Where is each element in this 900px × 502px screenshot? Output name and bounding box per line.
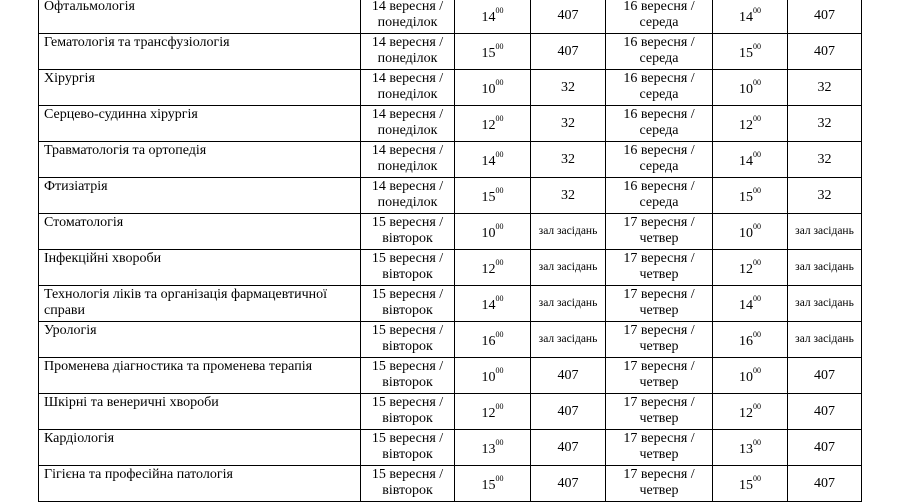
time-hour-1: 13 [481,441,496,457]
time-cell-2 [713,466,788,502]
time-cell-1 [455,106,531,142]
time-hour-2: 14 [739,297,753,313]
weekday-2: четвер [639,375,679,390]
room-cell-2 [788,214,862,250]
date-1: 14 вересня / [371,143,444,158]
date-cell-2 [606,34,713,70]
time-hour-2: 15 [739,45,753,61]
time-cell-2 [713,178,788,214]
time-2 [739,113,761,133]
room-2: зал засідань [795,333,854,345]
time-1 [481,221,504,241]
weekday-2: середа [639,87,679,102]
time-1 [481,473,504,493]
subject-cell [39,250,361,286]
time-1 [481,113,504,133]
time-minutes-2: 00 [753,41,761,51]
room-cell-1 [531,0,606,34]
date-cell-2 [606,250,713,286]
subject-cell [39,34,361,70]
time-1 [481,149,504,169]
time-cell-1 [455,178,531,214]
room-cell-2 [788,142,862,178]
time-cell-1 [455,250,531,286]
time-minutes-2: 00 [753,437,761,447]
room-cell-1 [531,250,606,286]
weekday-2: середа [639,159,679,174]
time-minutes-2: 00 [753,221,761,231]
table-row [39,286,862,322]
date-2: 17 вересня / [623,431,695,446]
time-minutes-1: 00 [495,437,504,447]
time-cell-1 [455,0,531,34]
weekday-2: середа [639,195,679,210]
room-cell-2 [788,0,862,34]
room-1: 32 [561,79,575,95]
weekday-1: вівторок [382,411,433,426]
time-2 [739,77,761,97]
time-cell-1 [455,430,531,466]
room-2: 407 [814,475,835,491]
time-hour-2: 14 [739,9,753,25]
time-minutes-1: 00 [495,221,504,231]
subject-name: Офтальмологія [44,0,135,14]
date-cell-2 [606,0,713,34]
time-hour-2: 12 [739,117,753,133]
time-minutes-2: 00 [753,365,761,375]
time-cell-2 [713,70,788,106]
weekday-1: вівторок [382,267,433,282]
weekday-1: понеділок [377,87,438,102]
table-row [39,250,862,286]
room-cell-1 [531,214,606,250]
room-2: 407 [814,439,835,455]
weekday-2: четвер [639,411,679,426]
date-2: 17 вересня / [623,251,695,266]
date-2: 17 вересня / [623,323,695,338]
time-hour-2: 10 [739,225,753,241]
weekday-2: четвер [639,267,679,282]
room-cell-2 [788,70,862,106]
date-2: 17 вересня / [623,467,695,482]
time-cell-1 [455,322,531,358]
room-2: 407 [814,403,835,419]
subject-name: Шкірні та венеричні хвороби [44,395,219,410]
weekday-2: четвер [639,231,679,246]
time-cell-1 [455,142,531,178]
time-hour-2: 14 [739,153,753,169]
subject-name: Серцево-судинна хірургія [44,107,198,122]
date-1: 15 вересня / [371,467,444,482]
time-1 [481,437,504,457]
time-2 [739,329,761,349]
room-cell-1 [531,322,606,358]
date-cell-2 [606,70,713,106]
weekday-2: середа [639,123,679,138]
room-cell-2 [788,106,862,142]
subject-name: Інфекційні хвороби [44,251,162,266]
time-2 [739,437,761,457]
time-2 [739,365,761,385]
time-1 [481,293,504,313]
time-cell-2 [713,34,788,70]
weekday-1: вівторок [382,483,433,498]
room-cell-2 [788,358,862,394]
time-minutes-2: 00 [753,149,761,159]
date-cell-2 [606,286,713,322]
weekday-1: вівторок [382,231,433,246]
time-minutes-2: 00 [753,5,761,15]
time-minutes-2: 00 [753,185,761,195]
room-1: 407 [557,43,579,59]
room-1: 32 [561,115,575,131]
date-1: 15 вересня / [371,215,444,230]
date-cell-2 [606,214,713,250]
subject-name: Гематологія та трансфузіологія [44,35,230,50]
subject-name: Фтизіатрія [44,179,108,194]
time-hour-2: 13 [739,441,753,457]
room-1: зал засідань [538,261,598,273]
room-cell-1 [531,70,606,106]
time-minutes-1: 00 [495,401,504,411]
time-1 [481,257,504,277]
room-2: 32 [817,151,832,167]
room-1: 32 [561,187,575,203]
room-1: зал засідань [538,225,598,237]
room-1: 407 [557,439,579,455]
table-row [39,466,862,502]
room-cell-2 [788,430,862,466]
weekday-1: вівторок [382,303,433,318]
subject-name: Кардіологія [44,431,115,446]
time-hour-1: 15 [481,45,496,61]
time-cell-1 [455,214,531,250]
weekday-1: понеділок [377,15,438,30]
date-1: 15 вересня / [371,323,444,338]
time-1 [481,77,504,97]
date-2: 16 вересня / [623,143,695,158]
time-hour-1: 12 [481,117,496,133]
room-cell-2 [788,250,862,286]
weekday-1: понеділок [377,159,438,174]
time-minutes-2: 00 [753,257,761,267]
room-1: зал засідань [538,333,598,345]
weekday-1: вівторок [382,339,433,354]
weekday-2: четвер [639,483,679,498]
room-2: зал засідань [795,261,854,273]
subject-cell [39,0,361,34]
room-2: 32 [817,187,832,203]
time-hour-1: 12 [481,405,496,421]
subject-cell [39,286,361,322]
time-minutes-2: 00 [753,401,761,411]
time-1 [481,41,504,61]
time-minutes-1: 00 [495,77,504,87]
time-hour-2: 10 [739,369,753,385]
date-2: 16 вересня / [623,179,695,194]
table-row [39,214,862,250]
room-cell-2 [788,394,862,430]
room-2: зал засідань [795,225,854,237]
date-cell-1 [361,70,455,106]
time-hour-2: 15 [739,189,753,205]
date-cell-1 [361,250,455,286]
time-cell-1 [455,358,531,394]
time-hour-2: 12 [739,405,753,421]
time-hour-1: 16 [481,333,496,349]
date-cell-1 [361,286,455,322]
room-cell-1 [531,358,606,394]
time-minutes-1: 00 [495,185,504,195]
date-2: 17 вересня / [623,395,695,410]
date-cell-1 [361,430,455,466]
time-1 [481,5,504,25]
time-hour-1: 14 [481,9,496,25]
time-2 [739,5,761,25]
subject-name: Стоматологія [44,215,124,230]
time-cell-2 [713,214,788,250]
subject-cell [39,430,361,466]
time-hour-1: 10 [481,81,496,97]
room-cell-1 [531,286,606,322]
room-cell-1 [531,466,606,502]
weekday-1: понеділок [377,51,438,66]
date-2: 16 вересня / [623,35,695,50]
date-1: 15 вересня / [371,287,444,302]
date-cell-2 [606,106,713,142]
time-cell-1 [455,286,531,322]
weekday-1: вівторок [382,447,433,462]
time-1 [481,329,504,349]
subject-name: Гігієна та професійна патологія [44,467,233,482]
time-minutes-1: 00 [495,5,504,15]
room-cell-1 [531,34,606,70]
time-minutes-2: 00 [753,329,761,339]
date-cell-2 [606,466,713,502]
date-cell-1 [361,214,455,250]
table-row [39,70,862,106]
time-minutes-1: 00 [495,113,504,123]
subject-cell [39,214,361,250]
time-2 [739,293,761,313]
time-1 [481,365,504,385]
room-cell-1 [531,430,606,466]
time-2 [739,149,761,169]
subject-cell [39,394,361,430]
room-2: 407 [814,7,835,23]
date-2: 17 вересня / [623,215,695,230]
time-cell-2 [713,286,788,322]
date-cell-2 [606,142,713,178]
room-2: 407 [814,43,835,59]
room-cell-2 [788,178,862,214]
time-hour-1: 15 [481,189,496,205]
time-1 [481,401,504,421]
time-2 [739,473,761,493]
room-1: зал засідань [538,297,598,309]
subject-cell [39,178,361,214]
room-1: 407 [557,367,579,383]
time-cell-2 [713,0,788,34]
time-2 [739,185,761,205]
table-row [39,178,862,214]
room-cell-1 [531,106,606,142]
time-cell-1 [455,466,531,502]
date-1: 14 вересня / [371,35,444,50]
room-2: 407 [814,367,835,383]
time-minutes-1: 00 [495,257,504,267]
date-cell-1 [361,466,455,502]
time-2 [739,41,761,61]
subject-cell [39,322,361,358]
date-cell-1 [361,106,455,142]
subject-name: Променева діагностика та променева терапія [44,359,313,374]
table-row [39,142,862,178]
table-row [39,358,862,394]
time-cell-2 [713,142,788,178]
weekday-1: понеділок [377,123,438,138]
room-cell-1 [531,394,606,430]
date-cell-2 [606,358,713,394]
time-minutes-1: 00 [495,41,504,51]
date-1: 15 вересня / [371,251,444,266]
room-cell-1 [531,178,606,214]
room-cell-2 [788,322,862,358]
time-cell-2 [713,250,788,286]
weekday-2: середа [639,51,679,66]
weekday-1: вівторок [382,375,433,390]
room-cell-2 [788,466,862,502]
date-cell-1 [361,358,455,394]
time-minutes-2: 00 [753,113,761,123]
time-minutes-1: 00 [495,365,504,375]
time-hour-2: 15 [739,477,753,493]
time-minutes-1: 00 [495,329,504,339]
time-1 [481,185,504,205]
time-minutes-2: 00 [753,77,761,87]
time-cell-1 [455,394,531,430]
date-2: 16 вересня / [623,0,695,14]
subject-name: Хірургія [44,71,95,86]
time-cell-1 [455,34,531,70]
date-cell-2 [606,322,713,358]
table-row [39,106,862,142]
table-row [39,0,862,34]
subject-name: Технологія ліків та організація фармацевтичної справи [44,287,328,318]
room-2: зал засідань [795,297,854,309]
room-2: 32 [817,115,832,131]
subject-name: Урологія [44,323,97,338]
date-cell-1 [361,34,455,70]
date-cell-2 [606,394,713,430]
time-minutes-1: 00 [495,293,504,303]
subject-cell [39,358,361,394]
weekday-2: четвер [639,339,679,354]
time-2 [739,401,761,421]
date-2: 16 вересня / [623,71,695,86]
subject-cell [39,106,361,142]
weekday-2: четвер [639,303,679,318]
time-minutes-1: 00 [495,473,504,483]
time-cell-2 [713,430,788,466]
room-cell-2 [788,34,862,70]
room-1: 407 [557,403,579,419]
date-2: 17 вересня / [623,287,695,302]
time-hour-1: 12 [481,261,496,277]
time-cell-2 [713,106,788,142]
table-row [39,34,862,70]
subject-cell [39,70,361,106]
date-1: 15 вересня / [371,359,444,374]
date-1: 14 вересня / [371,0,444,14]
subject-name: Травматологія та ортопедія [44,143,207,158]
time-cell-2 [713,358,788,394]
date-cell-1 [361,322,455,358]
date-2: 17 вересня / [623,359,695,374]
time-cell-2 [713,394,788,430]
room-1: 407 [557,475,579,491]
time-2 [739,257,761,277]
room-1: 32 [561,151,575,167]
time-hour-1: 14 [481,153,496,169]
room-cell-2 [788,286,862,322]
date-1: 15 вересня / [371,395,444,410]
weekday-2: середа [639,15,679,30]
room-1: 407 [557,7,579,23]
date-cell-1 [361,178,455,214]
date-cell-2 [606,430,713,466]
time-minutes-2: 00 [753,473,761,483]
time-cell-2 [713,322,788,358]
date-cell-1 [361,0,455,34]
time-minutes-2: 00 [753,293,761,303]
date-2: 16 вересня / [623,107,695,122]
time-cell-1 [455,70,531,106]
date-1: 14 вересня / [371,71,444,86]
date-cell-1 [361,394,455,430]
time-hour-1: 10 [481,225,496,241]
room-cell-1 [531,142,606,178]
date-1: 15 вересня / [371,431,444,446]
time-hour-1: 14 [481,297,496,313]
table-row [39,322,862,358]
time-hour-2: 16 [739,333,753,349]
weekday-2: четвер [639,447,679,462]
time-minutes-1: 00 [495,149,504,159]
time-hour-1: 15 [481,477,496,493]
date-1: 14 вересня / [371,107,444,122]
date-cell-1 [361,142,455,178]
time-hour-2: 12 [739,261,753,277]
table-row [39,430,862,466]
time-hour-1: 10 [481,369,496,385]
weekday-1: понеділок [377,195,438,210]
table-row [39,394,862,430]
exam-schedule-table [38,0,862,502]
date-1: 14 вересня / [371,179,444,194]
time-2 [739,221,761,241]
room-2: 32 [817,79,832,95]
date-cell-2 [606,178,713,214]
subject-cell [39,466,361,502]
subject-cell [39,142,361,178]
time-hour-2: 10 [739,81,753,97]
